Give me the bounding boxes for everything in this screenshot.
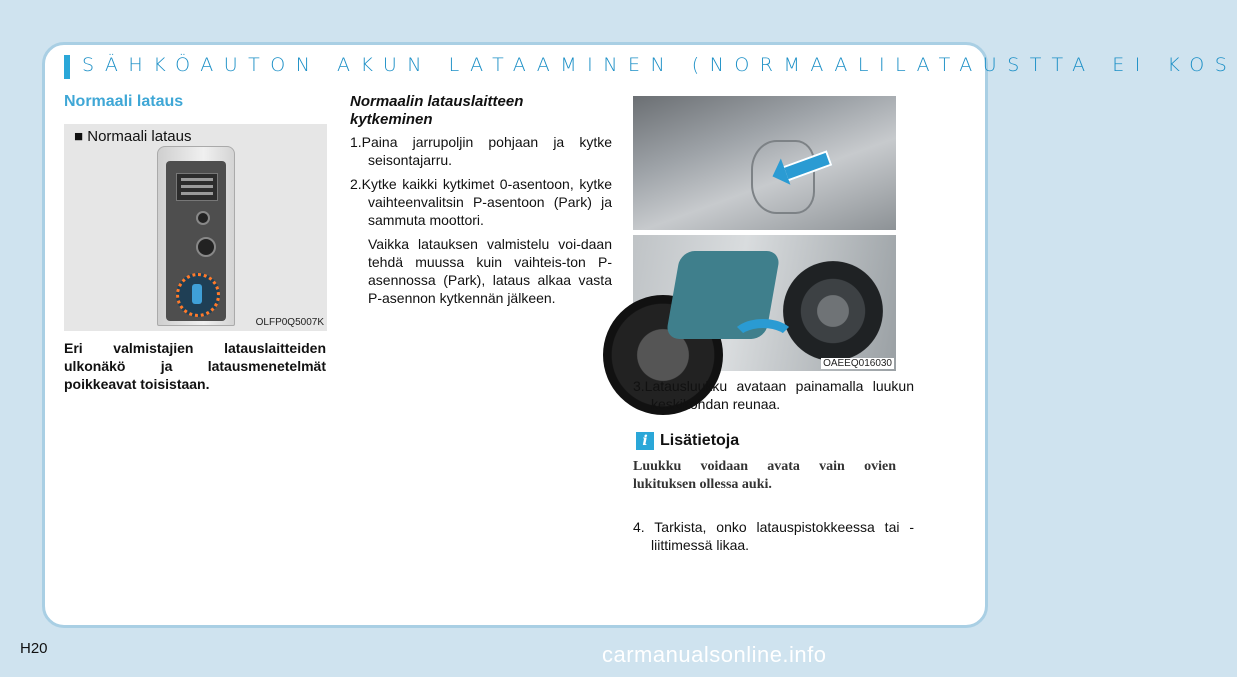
info-icon: i [636, 432, 654, 450]
charging-door-photo [633, 96, 896, 230]
charger-front-panel [166, 161, 226, 321]
subsection-title: Normaalin latauslaitteen kytkeminen [350, 93, 524, 128]
charging-station-illustration [157, 146, 235, 326]
page-number: H20 [20, 640, 48, 657]
step-4: 4. Tarkista, onko latauspistokkeessa tai -liittimessä likaa. [633, 519, 914, 553]
step-2: 2.Kytke kaikki kytkimet 0-asentoon, kytke vaihteenvalitsin P-asentoon (Park) ja sammuta moottori. [350, 176, 612, 228]
steps-list [350, 133, 612, 307]
step-2-note: Vaikka latauksen valmistelu voi-daan tehdä muussa kuin vaihteis-ton P-asennossa (Park), lataus alkaa vasta P-asennon kytkennän jälkeen. [368, 236, 612, 306]
caption-text: Normaali lataus [87, 128, 192, 145]
header-accent-bar [64, 55, 70, 79]
figure-code: OLFP0Q5007K [255, 317, 324, 328]
charger-figure [64, 124, 327, 331]
info-text: Luukku voidaan avata vain ovien lukituksen ollessa auki. [633, 459, 896, 492]
charger-indicator [196, 211, 210, 225]
figure-caption [74, 128, 191, 145]
step-1: 1.Paina jarrupoljin pohjaan ja kytke seisontajarru. [350, 134, 612, 168]
header-title: SÄHKÖAUTON AKUN LATAAMINEN (NORMAALILATAUSTTA EI KOS [82, 54, 1237, 76]
watermark: carmanualsonline.info [602, 642, 827, 667]
charger-socket-icon [176, 273, 220, 317]
charging-socket [783, 261, 883, 361]
info-title: Lisätietoja [660, 432, 740, 449]
body-text: Eri valmistajien latauslaitteiden ulkonäkö ja latausmenetelmät poikkeavat toisistaan. [64, 340, 326, 392]
open-arrow-icon [729, 319, 797, 363]
photo-code: OAEEQ016030 [823, 358, 892, 369]
caption-bullet: ■ [74, 128, 84, 145]
step-3: 3.Latausluukku avataan painamalla luukun keskikohdan reunaa. [633, 378, 914, 412]
charger-button [196, 237, 216, 257]
header-title-container [82, 48, 1237, 82]
charging-port-photo [633, 235, 896, 371]
charger-display [176, 173, 218, 201]
section-title: Normaali lataus [64, 93, 184, 110]
